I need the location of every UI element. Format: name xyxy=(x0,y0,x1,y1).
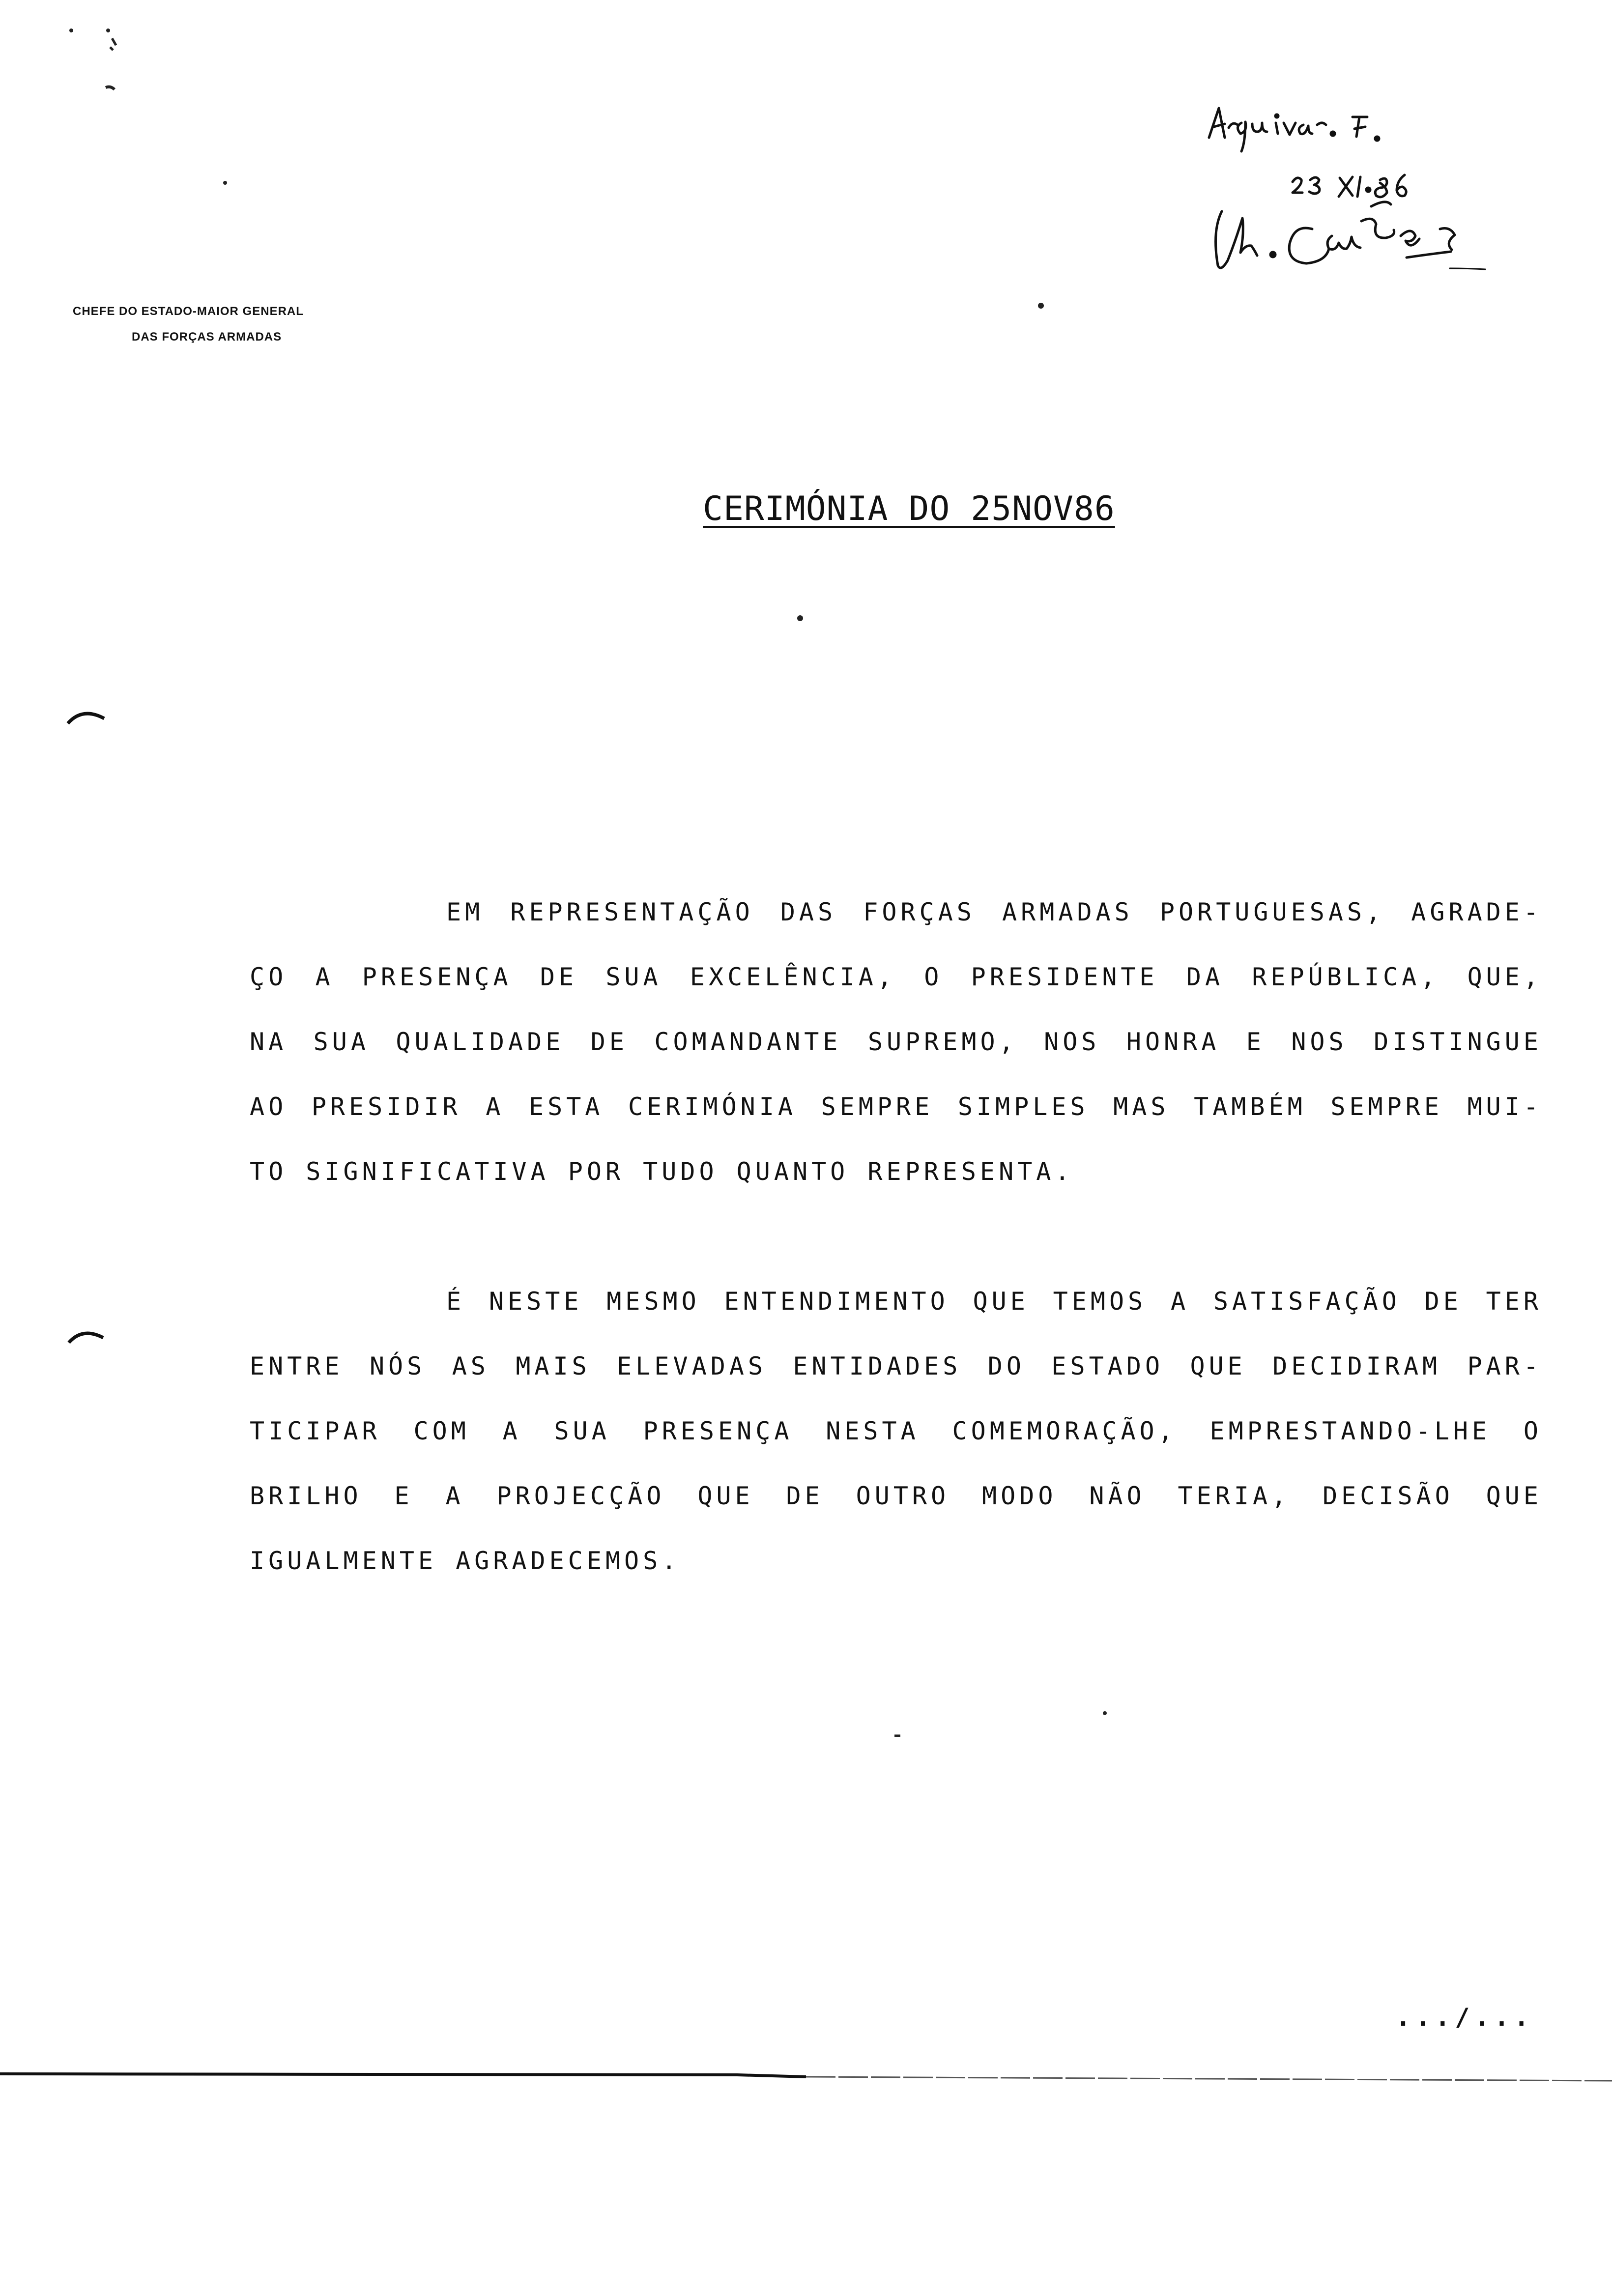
paragraph-line: BRILHO E A PROJECÇÃO QUE DE OUTRO MODO NÃO TERIA, DECISÃO QUE xyxy=(250,1482,1542,1510)
letterhead-line-2: DAS FORÇAS ARMADAS xyxy=(132,330,282,344)
paragraph-line: ÇO A PRESENÇA DE SUA EXCELÊNCIA, O PRESIDENTE DA REPÚBLICA, QUE, xyxy=(250,963,1542,991)
handwritten-signature xyxy=(1194,88,1509,344)
paragraph-line: EM REPRESENTAÇÃO DAS FORÇAS ARMADAS PORTUGUESAS, AGRADE- xyxy=(446,898,1542,926)
paragraph-2 xyxy=(250,1269,1542,1593)
handwritten-annotation xyxy=(1194,88,1509,442)
paragraph-1 xyxy=(250,880,1542,1204)
paragraph-line: ENTRE NÓS AS MAIS ELEVADAS ENTIDADES DO ESTADO QUE DECIDIRAM PAR- xyxy=(250,1352,1542,1380)
letterhead-line-1: CHEFE DO ESTADO-MAIOR GENERAL xyxy=(73,305,304,318)
paragraph-line: AO PRESIDIR A ESTA CERIMÓNIA SEMPRE SIMPLES MAS TAMBÉM SEMPRE MUI- xyxy=(250,1092,1542,1121)
paragraph-line: NA SUA QUALIDADE DE COMANDANTE SUPREMO, NOS HONRA E NOS DISTINGUE xyxy=(250,1028,1542,1056)
paragraph-line: TO SIGNIFICATIVA POR TUDO QUANTO REPRESENTA. xyxy=(250,1157,1074,1186)
continuation-mark: .../... xyxy=(1396,2003,1534,2032)
paragraph-line: É NESTE MESMO ENTENDIMENTO QUE TEMOS A SATISFAÇÃO DE TER xyxy=(446,1287,1542,1316)
bottom-rule xyxy=(0,2064,1612,2094)
paragraph-line: IGUALMENTE AGRADECEMOS. xyxy=(250,1547,681,1575)
document-title: CERIMÓNIA DO 25NOV86 xyxy=(703,489,1115,528)
paragraph-line: TICIPAR COM A SUA PRESENÇA NESTA COMEMORAÇÃO, EMPRESTANDO-LHE O xyxy=(250,1417,1542,1445)
